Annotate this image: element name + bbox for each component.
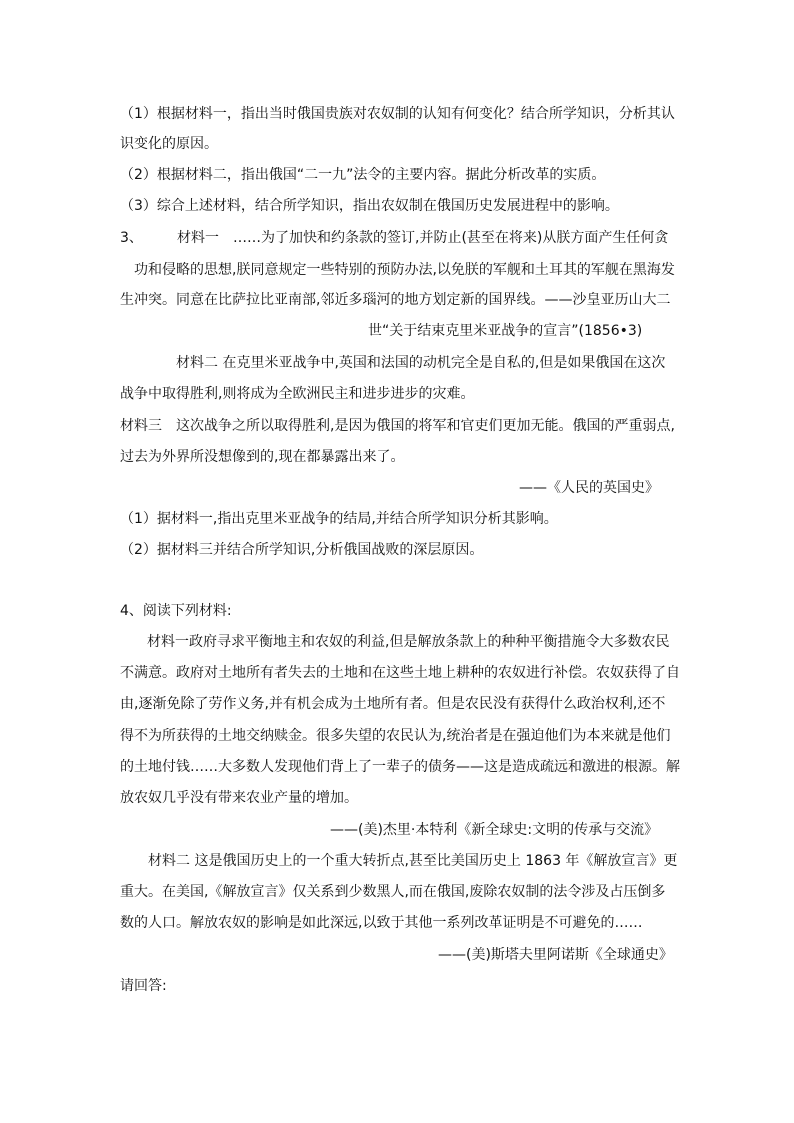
- s4-prompt: 请回答:: [120, 978, 167, 994]
- s4-heading: 4、阅读下列材料:: [120, 603, 232, 619]
- s3-material-2-line-2: 战争中取得胜利,则将成为全欧洲民主和进步进步的灾难。: [120, 386, 475, 402]
- s3-material-2-line-1: 材料二 在克里米亚战争中,英国和法国的动机完全是自私的,但是如果俄国在这次: [176, 355, 666, 371]
- s3-question-1: （1）据材料一,指出克里米亚战争的结局,并结合所学知识分析其影响。: [120, 511, 558, 527]
- s3-material-1-line-3: 生冲突。同意在比萨拉比亚南部,邻近多瑙河的地方划定新的国界线。——沙皇亚历山大二: [120, 292, 671, 308]
- s4-material-1-line-3: 由,逐渐免除了劳作义务,并有机会成为土地所有者。但是农民没有获得什么政治权利,还不: [120, 696, 666, 712]
- s2-question-3: （3）综合上述材料，结合所学知识，指出农奴制在俄国历史发展进程中的影响。: [120, 198, 619, 214]
- s3-question-2: （2）据材料三并结合所学知识,分析俄国战败的深层原因。: [120, 542, 484, 558]
- s3-material-1-line-1: 材料一 ……为了加快和约条款的签订,并防止(甚至在将来)从朕方面产生任何贪: [177, 230, 669, 246]
- s4-material-2-line-1: 材料二 这是俄国历史上的一个重大转折点,甚至比美国历史上 1863 年《解放宣言》更: [148, 853, 678, 869]
- s3-material-3-source: ——《人民的英国史》: [519, 480, 659, 496]
- s4-material-1-line-2: 不满意。政府对土地所有者失去的土地和在这些土地上耕种的农奴进行补偿。农奴获得了自: [120, 665, 680, 681]
- s2-question-1-line-2: 识变化的原因。: [120, 136, 218, 152]
- s3-material-1-line-2: 功和侵略的思想,朕同意规定一些特别的预防办法,以免朕的军舰和土耳其的军舰在黑海发: [134, 262, 675, 278]
- s3-material-3-line-2: 过去为外界所没想像到的,现在都暴露出来了。: [120, 449, 405, 465]
- s3-number: 3、: [120, 230, 143, 246]
- s3-material-1-source: 世“关于结束克里米亚战争的宣言”(1856•3): [368, 323, 643, 339]
- s4-material-1-line-1: 材料一政府寻求平衡地主和农奴的利益,但是解放条款上的种种平衡措施令大多数农民: [147, 634, 670, 650]
- s4-material-1-line-5: 的土地付钱……大多数人发现他们背上了一辈子的债务——这是造成疏远和激进的根源。解: [120, 759, 680, 775]
- s4-material-2-line-2: 重大。在美国,《解放宣言》仅关系到少数黑人,而在俄国,废除农奴制的法令涉及占压倒多: [120, 884, 666, 900]
- s4-material-2-line-3: 数的人口。解放农奴的影响是如此深远,以致于其他一系列改革证明是不可避免的……: [120, 915, 643, 931]
- s4-material-1-source: ——(美)杰里·本特利《新全球史:文明的传承与交流》: [330, 822, 659, 838]
- s4-material-1-line-6: 放农奴几乎没有带来农业产量的增加。: [120, 790, 358, 806]
- s3-material-3-line-1: 材料三 这次战争之所以取得胜利,是因为俄国的将军和官吏们更加无能。俄国的严重弱点,: [120, 418, 675, 434]
- s4-material-1-line-4: 得不为所获得的土地交纳赎金。很多失望的农民认为,统治者是在强迫他们为本来就是他们: [120, 728, 671, 744]
- s2-question-2: （2）根据材料二，指出俄国“二一九”法令的主要内容。据此分析改革的实质。: [120, 167, 606, 183]
- s2-question-1-line-1: （1）根据材料一，指出当时俄国贵族对农奴制的认知有何变化？结合所学知识，分析其认: [120, 106, 675, 122]
- s4-material-2-source: ——(美)斯塔夫里阿诺斯《全球通史》: [438, 947, 673, 963]
